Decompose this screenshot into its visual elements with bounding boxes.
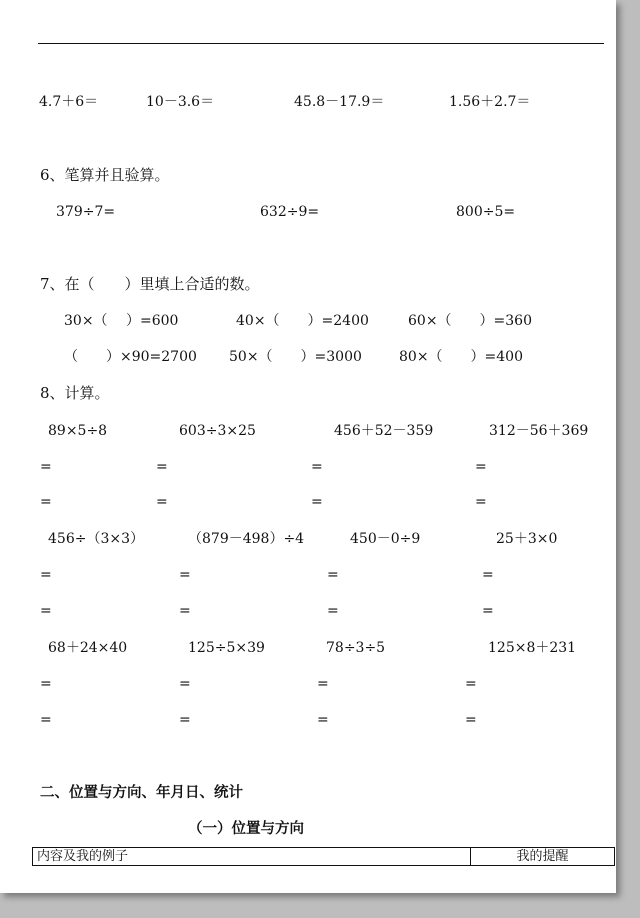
fill-blank-problem: 40×（ ）=2400 [236, 313, 369, 329]
equals-sign: = [40, 676, 52, 692]
equals-sign: = [465, 676, 477, 692]
equals-sign: = [317, 712, 329, 728]
division-problem: 800÷5= [456, 204, 516, 220]
equals-sign: = [40, 494, 52, 510]
calc-problem: 456＋52－359 [334, 423, 434, 439]
table-header-cell: 内容及我的例子 [33, 848, 471, 866]
question-7-title: 7、在（ ）里填上合适的数。 [40, 275, 260, 293]
equals-sign: = [465, 712, 477, 728]
equals-sign: = [179, 676, 191, 692]
fill-blank-problem: 80×（ ）=400 [399, 349, 523, 365]
calc-problem: 125×8＋231 [488, 640, 577, 656]
equals-sign: = [40, 459, 52, 475]
equals-sign: = [475, 459, 487, 475]
table-header-row [33, 848, 615, 866]
section-2-title: 二、位置与方向、年月日、统计 [40, 785, 243, 801]
equals-sign: = [311, 459, 323, 475]
equals-sign: = [327, 567, 339, 583]
calc-problem: 89×5÷8 [48, 423, 108, 439]
equals-sign: = [40, 712, 52, 728]
question-6-title: 6、笔算并且验算。 [40, 166, 170, 184]
decimal-problem: 45.8－17.9＝ [294, 94, 385, 110]
equals-sign: = [475, 494, 487, 510]
equals-sign: = [482, 567, 494, 583]
table-header-cell: 我的提醒 [471, 848, 615, 866]
decimal-problem: 10－3.6＝ [146, 94, 215, 110]
fill-blank-problem: 60×（ ）=360 [408, 313, 532, 329]
equals-sign: = [156, 459, 168, 475]
calc-problem: （879－498）÷4 [188, 531, 305, 547]
section-2-subtitle: （一）位置与方向 [188, 821, 304, 837]
calc-problem: 25＋3×0 [496, 531, 558, 547]
equals-sign: = [482, 603, 494, 619]
decimal-problem: 4.7＋6＝ [39, 94, 99, 110]
equals-sign: = [179, 603, 191, 619]
question-8-title: 8、计算。 [40, 384, 110, 402]
fill-blank-problem: 30×（ ）=600 [64, 313, 179, 329]
calc-problem: 603÷3×25 [179, 423, 256, 439]
equals-sign: = [327, 603, 339, 619]
calc-problem: 68＋24×40 [48, 640, 128, 656]
equals-sign: = [179, 712, 191, 728]
equals-sign: = [40, 567, 52, 583]
equals-sign: = [179, 567, 191, 583]
division-problem: 379÷7= [56, 204, 116, 220]
calc-problem: 312－56＋369 [489, 423, 589, 439]
equals-sign: = [40, 603, 52, 619]
decimal-problem: 1.56＋2.7＝ [449, 94, 531, 110]
header-rule [38, 43, 604, 44]
calc-problem: 125÷5×39 [188, 640, 265, 656]
equals-sign: = [311, 494, 323, 510]
calc-problem: 456÷（3×3） [48, 531, 144, 547]
fill-blank-problem: 50×（ ）=3000 [229, 349, 362, 365]
reference-table [32, 847, 615, 866]
division-problem: 632÷9= [260, 204, 320, 220]
fill-blank-problem: （ ）×90=2700 [64, 349, 197, 365]
calc-problem: 78÷3÷5 [326, 640, 386, 656]
equals-sign: = [156, 494, 168, 510]
equals-sign: = [317, 676, 329, 692]
calc-problem: 450－0÷9 [350, 531, 421, 547]
